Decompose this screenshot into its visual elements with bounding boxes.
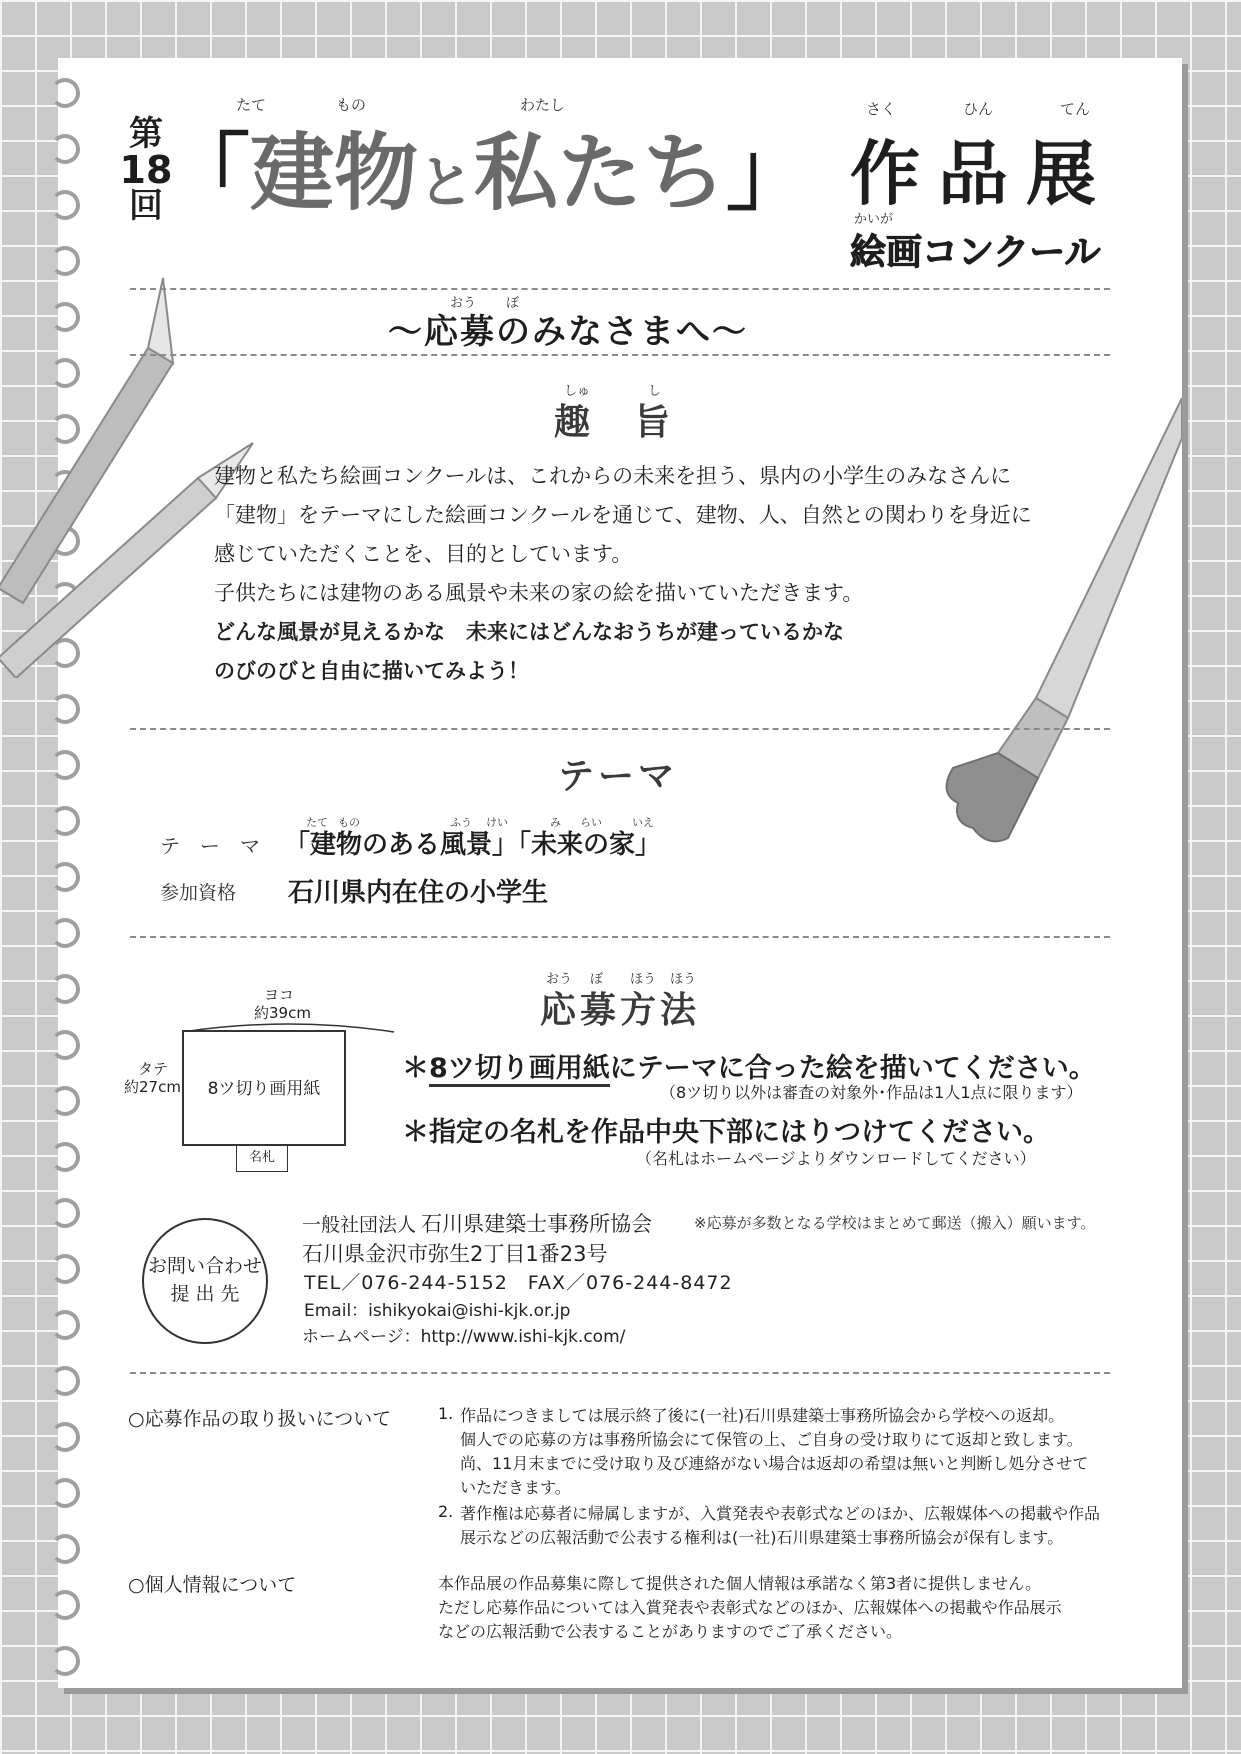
spiral-ring — [50, 1422, 80, 1452]
purpose-line: 子供たちには建物のある風景や未来の家の絵を描いていただきます。 — [214, 581, 864, 605]
contact-homepage[interactable]: ホームページ：http://www.ishi-kjk.com/ — [302, 1327, 626, 1347]
method-title: 応募方法 — [540, 990, 701, 1031]
exhibit-title: 作品展 — [850, 133, 1114, 215]
handling-line: 作品につきましては展示終了後に(一社)石川県建築士事務所協会から学校への返却。 — [460, 1406, 1065, 1425]
contact-circle — [142, 1218, 268, 1344]
spiral-ring — [50, 190, 80, 220]
ruby-hou1: ほう — [630, 972, 657, 987]
contest-title: 絵画コンクール — [850, 232, 1101, 273]
spiral-ring — [50, 1198, 80, 1228]
ruby-hin: ひん — [963, 100, 994, 118]
theme-label: テ ー マ — [160, 834, 260, 858]
contact-note: ※応募が多数となる学校はまとめて郵送（搬入）願います。 — [694, 1214, 1096, 1232]
ruby-mono: もの — [338, 816, 360, 829]
handling-line: 著作権は応募者に帰属しますが、入賞発表や表彰式などのほか、広報媒体への掲載や作品 — [460, 1504, 1101, 1523]
title-to: と — [418, 151, 475, 216]
method-item2 — [402, 1110, 1050, 1149]
ruby-rai: らい — [580, 816, 602, 829]
ruby-fuu: ふう — [450, 816, 472, 829]
spiral-ring — [50, 1310, 80, 1340]
edition-top: 第 — [129, 114, 163, 154]
spiral-ring — [50, 1030, 80, 1060]
ruby-tate: たて — [306, 816, 328, 829]
org-prefix: 一般社団法人 — [302, 1214, 417, 1236]
eligibility-value: 石川県内在住の小学生 — [288, 878, 549, 908]
main-title — [166, 106, 810, 227]
height-label: タテ — [138, 1060, 169, 1078]
ruby-ou: おう — [546, 972, 573, 987]
privacy-text — [438, 1572, 1062, 1644]
spiral-ring — [50, 1478, 80, 1508]
ruby-saku: さく — [866, 100, 897, 118]
paper-label: 8ツ切り画用紙 — [207, 1079, 321, 1099]
contact-circle-line2: 提 出 先 — [170, 1283, 240, 1305]
ruby-kaiga: かいが — [854, 212, 894, 227]
contact-org — [302, 1208, 652, 1238]
ruby-tate: たて — [236, 96, 267, 114]
edition-bottom: 回 — [129, 186, 163, 226]
divider — [130, 1372, 1110, 1374]
item1-rest: にテーマに合った絵を描いてください。 — [609, 1053, 1096, 1084]
contact-email[interactable]: Email：ishikyokai@ishi-kjk.or.jp — [304, 1301, 571, 1321]
ruby-bo: ぼ — [590, 972, 604, 987]
nametag-diagram: 名札 — [236, 1144, 288, 1172]
purpose-text — [214, 457, 1032, 691]
method-item2-note: （名札はホームページよりダウンロードしてください） — [636, 1149, 1036, 1168]
spiral-ring — [50, 1534, 80, 1564]
handling-line: 尚、11月末までに受け取り及び連絡がない場合は返却の希望は無いと判断し処分させて — [460, 1454, 1089, 1473]
ruby-ou: おう — [450, 296, 477, 311]
privacy-line: 本作品展の作品募集に際して提供された個人情報は承諾なく第3者に提供しません。 — [438, 1574, 1042, 1593]
purpose-line: 「建物」をテーマにした絵画コンクールを通じて、建物、人、自然との関わりを身近に — [214, 503, 1032, 527]
handling-heading: ○応募作品の取り扱いについて — [128, 1408, 392, 1430]
width-value: 約39cm — [254, 1004, 311, 1022]
ruby-ie: いえ — [632, 816, 654, 829]
divider — [130, 354, 1110, 356]
privacy-line: などの広報活動で公表することがありますのでご了承ください。 — [438, 1622, 903, 1641]
paper-diagram — [182, 1030, 346, 1146]
handling-line: 展示などの広報活動で公表する権利は(一社)石川県建築士事務所協会が保有します。 — [460, 1528, 1064, 1547]
divider — [130, 728, 1110, 730]
spiral-ring — [50, 1142, 80, 1172]
spiral-ring — [50, 78, 80, 108]
handling-line: いただきます。 — [460, 1478, 571, 1497]
handling-item2-num: 2. — [438, 1502, 454, 1521]
item1-mark: ＊ — [402, 1053, 429, 1084]
spiral-ring — [50, 918, 80, 948]
item2-text: 指定の名札を作品中央下部にはりつけてください。 — [429, 1117, 1050, 1148]
item1-underlined: 8ツ切り画用紙 — [429, 1053, 610, 1087]
spiral-ring — [50, 750, 80, 780]
ruby-mono: もの — [336, 96, 367, 114]
spiral-ring — [50, 1590, 80, 1620]
ruby-hou2: ほう — [670, 972, 697, 987]
spiral-ring — [50, 806, 80, 836]
contact-tel-fax: TEL／076-244-5152 FAX／076-244-8472 — [304, 1272, 733, 1294]
contact-address: 石川県金沢市弥生2丁目1番23号 — [302, 1242, 608, 1266]
paper-sheet — [58, 58, 1182, 1688]
ruby-watashi: わたし — [520, 96, 566, 114]
bracket-open: 「 — [166, 124, 251, 222]
eligibility-label: 参加資格 — [160, 882, 237, 904]
spiral-ring — [50, 974, 80, 1004]
purpose-title: 趣 旨 — [554, 402, 675, 443]
privacy-heading: ○個人情報について — [128, 1574, 297, 1596]
handling-item1 — [460, 1404, 1088, 1500]
ruby-mi: み — [550, 816, 561, 829]
purpose-bold-line: のびのびと自由に描いてみよう！ — [214, 659, 529, 683]
spiral-ring — [50, 1646, 80, 1676]
spiral-ring — [50, 1366, 80, 1396]
privacy-line: ただし応募作品については入賞発表や表彰式などのほか、広報媒体への掲載や作品展示 — [438, 1598, 1062, 1617]
ruby-shu: しゅ — [564, 384, 591, 399]
edition-number: 18 — [119, 148, 173, 192]
spiral-ring — [50, 862, 80, 892]
handling-item2 — [460, 1502, 1100, 1550]
handling-line: 個人での応募の方は事務所協会にて保管の上、ご自身の受け取りにて返却と致します。 — [460, 1430, 1083, 1449]
subtitle: ～応募のみなさまへ～ — [388, 312, 748, 352]
spiral-ring — [50, 134, 80, 164]
contact-circle-line1: お問い合わせ — [147, 1255, 262, 1277]
spiral-ring — [50, 1254, 80, 1284]
item2-mark: ＊ — [402, 1117, 429, 1148]
theme-title: テーマ — [558, 756, 679, 797]
ruby-kei: けい — [486, 816, 508, 829]
title-part1: 建物 — [250, 124, 419, 222]
divider — [130, 936, 1110, 938]
bracket-close: 」 — [726, 124, 811, 222]
purpose-line: 建物と私たち絵画コンクールは、これからの未来を担う、県内の小学生のみなさんに — [214, 464, 1012, 488]
purpose-line: 感じていただくことを、目的としています。 — [214, 542, 633, 566]
spiral-ring — [50, 1086, 80, 1116]
width-label: ヨコ — [264, 986, 295, 1004]
height-value: 約27cm — [124, 1078, 181, 1096]
theme-value: 「建物のある風景」「未来の家」 — [284, 830, 662, 860]
purpose-bold-line: どんな風景が見えるかな 未来にはどんなおうちが建っているかな — [214, 620, 844, 644]
method-item1-note: （8ツ切り以外は審査の対象外･作品は1人1点に限ります） — [660, 1083, 1083, 1102]
org-name: 石川県建築士事務所協会 — [421, 1212, 653, 1236]
spiral-ring — [50, 694, 80, 724]
ruby-shi: し — [648, 384, 662, 399]
title-part2: 私たち — [474, 124, 727, 222]
divider — [130, 288, 1110, 290]
handling-item1-num: 1. — [438, 1404, 454, 1423]
ruby-ten: てん — [1060, 100, 1091, 118]
ruby-bo: ぼ — [506, 296, 520, 311]
